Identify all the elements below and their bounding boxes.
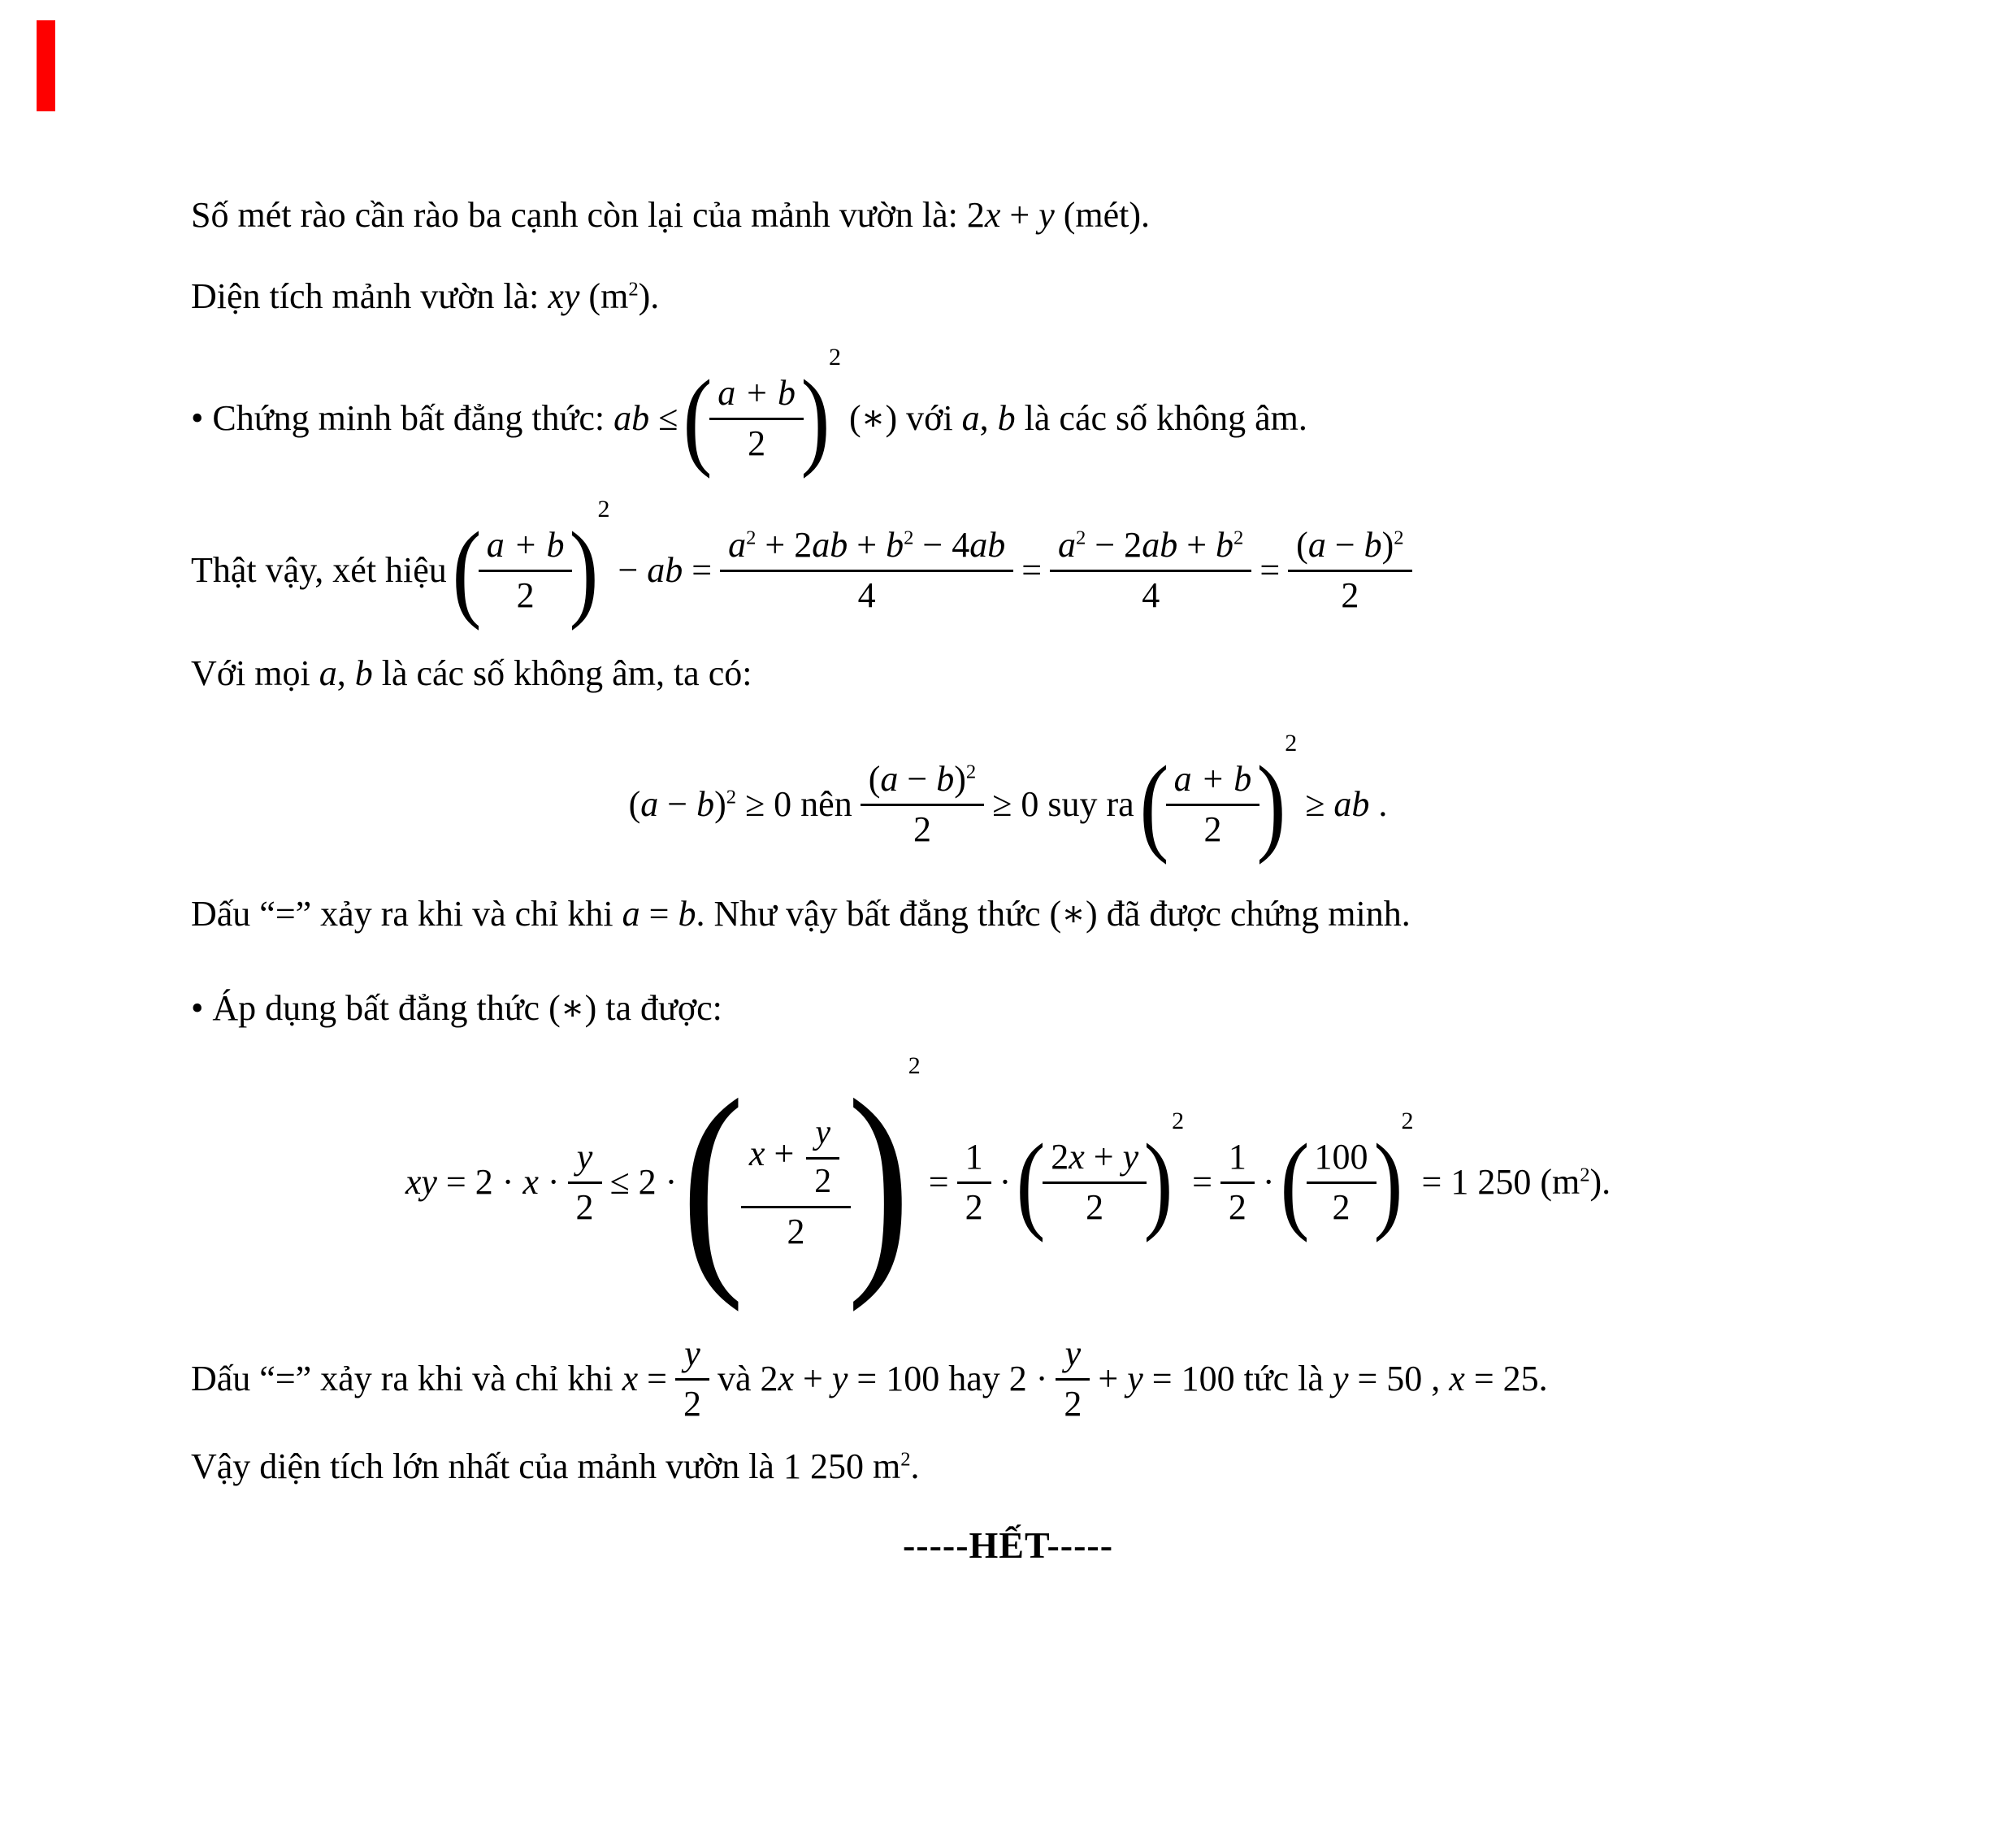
numerator <box>1043 1137 1147 1184</box>
numerator: a + b <box>1166 759 1260 806</box>
math-variable: xy <box>405 1161 437 1202</box>
line-garden-area <box>191 273 659 319</box>
fraction <box>709 373 804 465</box>
denominator: 2 <box>913 809 931 849</box>
text-segment <box>191 195 1150 235</box>
fraction <box>720 525 1013 617</box>
denominator: 2 <box>1086 1186 1104 1227</box>
squared-paren-fraction: ( $\frac{100}{2}$ ) $^2$ <box>1280 1107 1414 1243</box>
footer-het <box>0 1521 2016 1570</box>
numerator: y <box>568 1137 602 1184</box>
text-run: ≥ 0 nên <box>736 783 852 824</box>
math-variable: x <box>778 1358 795 1398</box>
text-segment <box>1305 784 1387 826</box>
text-run: − <box>658 783 697 824</box>
denominator: 2 <box>516 574 535 615</box>
superscript: 2 <box>726 786 737 809</box>
numerator <box>1288 525 1411 572</box>
text-run: · <box>999 1161 1012 1202</box>
text-segment <box>618 550 712 592</box>
line-conclusion <box>191 1443 920 1489</box>
text-segment <box>610 1162 678 1203</box>
line-expand-difference <box>191 497 1412 644</box>
math-variable: x <box>1449 1358 1465 1398</box>
text-run: = 100 hay 2 · <box>848 1358 1048 1398</box>
superscript: 2 <box>1233 527 1244 549</box>
text-run: , <box>336 653 355 693</box>
denominator: 2 <box>575 1186 594 1227</box>
numerator <box>720 525 1013 572</box>
right-paren: ) <box>1256 744 1286 865</box>
fraction <box>568 1137 602 1229</box>
text-run: (∗) với <box>848 397 962 438</box>
text-run: ) <box>1381 524 1394 565</box>
math-variable: ab <box>647 549 683 590</box>
text-segment <box>191 276 659 316</box>
text-run: Thật vậy, xét hiệu <box>191 549 447 590</box>
line-prove-inequality <box>191 343 1307 488</box>
denominator: 4 <box>857 574 876 615</box>
text-run: • Áp dụng bất đẳng thức (∗) ta được: <box>191 988 722 1028</box>
math-variable: ab <box>1142 524 1178 565</box>
text-run: − 2 <box>1086 524 1142 565</box>
fraction <box>675 1333 709 1425</box>
superscript: 2 <box>628 278 639 301</box>
superscript: 2 <box>1394 527 1404 549</box>
text-segment <box>992 784 1134 826</box>
text-run: ( <box>868 758 881 799</box>
right-paren: ) <box>1143 1121 1173 1243</box>
denominator: 2 <box>1203 809 1222 849</box>
equation-inequality-chain <box>0 729 2016 874</box>
math-variable: b <box>886 524 904 565</box>
text-run: (mét). <box>1054 195 1151 235</box>
denominator: 2 <box>683 1383 701 1424</box>
text-segment <box>1263 1162 1275 1203</box>
text-segment <box>191 653 752 693</box>
math-variable: a <box>880 758 899 799</box>
text-segment <box>718 1359 1047 1400</box>
math-variable: y <box>831 1358 848 1398</box>
text-run: , <box>979 397 998 438</box>
text-segment <box>191 1446 920 1486</box>
text-run: + <box>1000 195 1039 235</box>
math-variable: y <box>1332 1358 1349 1398</box>
fraction <box>741 1112 851 1252</box>
math-variable: y <box>1038 195 1055 235</box>
text-run: − 4 <box>913 524 970 565</box>
right-paren: ) <box>800 358 830 479</box>
text-segment <box>849 398 1307 440</box>
text-segment <box>1422 1162 1611 1203</box>
text-run: + <box>1084 1136 1123 1177</box>
math-variable: x <box>622 1358 639 1398</box>
left-paren: ( <box>683 358 713 479</box>
numerator <box>1050 525 1251 572</box>
numerator: 1 <box>1220 1137 1255 1184</box>
numerator: a + b <box>479 525 573 572</box>
text-run: + 2 <box>756 524 813 565</box>
numerator: y <box>806 1114 839 1160</box>
superscript: 2 <box>965 761 977 783</box>
left-paren: ( <box>452 509 482 631</box>
equation-area-bound <box>0 1052 2016 1312</box>
line-apply-inequality <box>191 985 722 1031</box>
math-variable: ab <box>1333 783 1370 824</box>
text-run: ≤ 2 · <box>609 1161 678 1202</box>
math-variable: a <box>319 653 337 693</box>
text-run: ). <box>638 276 660 316</box>
math-variable: b <box>1216 524 1234 565</box>
fraction <box>479 525 573 617</box>
math-variable: a <box>728 524 747 565</box>
text-run: · <box>538 1161 560 1202</box>
numerator: 1 <box>957 1137 991 1184</box>
text-run: (m <box>579 276 629 316</box>
text-segment <box>999 1162 1012 1203</box>
text-run: và 2 <box>717 1358 778 1398</box>
math-variable: b <box>997 397 1016 438</box>
text-run: ≥ 0 suy ra <box>992 783 1134 824</box>
right-paren: ) <box>847 1051 911 1312</box>
nested-fraction <box>806 1114 839 1200</box>
text-run: là các số không âm, ta có: <box>372 653 752 693</box>
text-run: − <box>898 758 937 799</box>
denominator: 4 <box>1142 574 1160 615</box>
text-run: ≤ <box>649 397 679 438</box>
text-run: + <box>848 524 887 565</box>
text-segment <box>191 894 1411 934</box>
text-segment <box>191 988 722 1028</box>
line-for-all-ab <box>191 650 752 696</box>
text-run: . <box>1369 783 1388 824</box>
left-paren: ( <box>682 1051 745 1312</box>
denominator: 2 <box>1341 574 1359 615</box>
text-run: = <box>638 1358 667 1398</box>
fraction <box>1043 1137 1147 1229</box>
denominator: 2 <box>1064 1383 1082 1424</box>
math-variable: a <box>1307 524 1326 565</box>
text-run: Vậy diện tích lớn nhất của mảnh vườn là 1 250 m <box>191 1446 901 1486</box>
fraction <box>1056 1333 1090 1425</box>
text-run: ) <box>714 783 726 824</box>
text-run: ( <box>1296 524 1308 565</box>
text-run: = <box>1259 549 1281 590</box>
text-run: ). <box>1589 1161 1611 1202</box>
text-run: 2 <box>1051 1136 1069 1177</box>
fraction <box>1220 1137 1255 1229</box>
line-fence-length <box>191 192 1150 238</box>
math-variable: x <box>522 1161 539 1202</box>
text-segment <box>191 1359 667 1400</box>
text-segment <box>191 550 447 592</box>
text-segment <box>929 1162 949 1203</box>
numerator <box>741 1112 851 1208</box>
text-segment <box>1021 550 1042 592</box>
math-variable: b <box>696 783 715 824</box>
math-variable: ab <box>613 397 650 438</box>
text-run: = <box>683 549 713 590</box>
superscript: 2 <box>904 527 914 549</box>
text-run: = 2 · <box>436 1161 523 1202</box>
text-run: = <box>928 1161 949 1202</box>
left-paren: ( <box>1280 1121 1310 1243</box>
text-segment <box>191 398 678 440</box>
text-run: = <box>1192 1161 1212 1202</box>
text-run: + <box>1177 524 1216 565</box>
text-run: • Chứng minh bất đẳng thức: <box>191 397 614 438</box>
math-variable: b <box>678 894 696 934</box>
right-paren: ) <box>569 509 599 631</box>
denominator: 2 <box>787 1211 805 1251</box>
denominator: 2 <box>814 1162 832 1200</box>
text-run: = <box>639 894 679 934</box>
numerator: y <box>1056 1333 1090 1381</box>
text-segment <box>1192 1162 1212 1203</box>
math-variable: a <box>622 894 640 934</box>
red-corner-mark <box>37 20 55 111</box>
fraction <box>957 1137 991 1229</box>
squared-paren-fraction: ( $\frac{a + b}{2}$ ) $^2$ <box>1139 729 1298 865</box>
numerator <box>861 759 984 806</box>
line-equality-condition-ab <box>191 891 1411 937</box>
numerator: y <box>675 1333 709 1381</box>
text-run: Với mọi <box>191 653 319 693</box>
text-run: ( <box>628 783 641 824</box>
superscript: 2 <box>1076 527 1086 549</box>
text-run: là các số không âm. <box>1015 397 1307 438</box>
superscript: 2 <box>900 1448 911 1471</box>
big-squared-paren-fraction: ( x + $\frac{y}{2}$ 2 ) $^2$ <box>682 1051 921 1312</box>
math-variable: y <box>1122 1136 1139 1177</box>
math-variable: x <box>1069 1136 1085 1177</box>
numerator: 100 <box>1307 1137 1377 1184</box>
text-run: Diện tích mảnh vườn là: <box>191 276 548 316</box>
text-run: . <box>910 1446 920 1486</box>
text-run: Số mét rào cần rào ba cạnh còn lại của mảnh vườn là: 2 <box>191 195 985 235</box>
left-paren: ( <box>1139 744 1169 865</box>
text-run: = 1 250 (m <box>1421 1161 1580 1202</box>
math-variable: a <box>1058 524 1077 565</box>
text-run: = 50 , <box>1348 1358 1450 1398</box>
fraction <box>1166 759 1260 851</box>
math-variable: ab <box>812 524 848 565</box>
math-variable: b <box>936 758 955 799</box>
fraction <box>1288 525 1411 617</box>
math-variable: b <box>354 653 373 693</box>
text-segment <box>1098 1359 1547 1400</box>
text-segment <box>405 1162 560 1203</box>
text-run: + <box>765 1133 804 1173</box>
left-paren: ( <box>1016 1121 1046 1243</box>
denominator: 2 <box>965 1186 983 1227</box>
math-variable: xy <box>548 276 580 316</box>
text-run: ) <box>954 758 966 799</box>
text-run: − <box>1325 524 1364 565</box>
text-segment <box>629 784 852 826</box>
math-variable: x <box>984 195 1001 235</box>
squared-paren-fraction: ( $\frac{2x + y}{2}$ ) $^2$ <box>1016 1107 1185 1243</box>
denominator: 2 <box>1228 1186 1246 1227</box>
text-run: · <box>1262 1161 1275 1202</box>
math-variable: a <box>640 783 659 824</box>
superscript: 2 <box>746 527 757 549</box>
text-run: = 25. <box>1464 1358 1548 1398</box>
fraction <box>1307 1137 1377 1229</box>
end-marker: -----HẾT----- <box>902 1524 1114 1566</box>
text-run: = <box>1021 549 1043 590</box>
math-variable: ab <box>969 524 1006 565</box>
superscript: 2 <box>1580 1164 1590 1186</box>
text-run: = 100 tức là <box>1142 1358 1333 1398</box>
math-variable: b <box>1364 524 1382 565</box>
text-run: + <box>1098 1358 1128 1398</box>
text-segment <box>749 1134 803 1173</box>
text-run: + <box>794 1358 832 1398</box>
fraction <box>861 759 984 851</box>
math-variable: x <box>748 1133 765 1173</box>
numerator: a + b <box>709 373 804 420</box>
denominator: 2 <box>1332 1186 1351 1227</box>
math-variable: a <box>961 397 980 438</box>
text-segment <box>1259 550 1280 592</box>
denominator: 2 <box>748 423 766 463</box>
text-run: Dấu “=” xảy ra khi và chỉ khi <box>191 894 622 934</box>
text-run: Dấu “=” xảy ra khi và chỉ khi <box>191 1358 622 1398</box>
squared-paren-fraction: ( $\frac{a + b}{2}$ ) $^2$ <box>683 343 841 479</box>
right-paren: ) <box>1373 1121 1403 1243</box>
fraction <box>1050 525 1251 617</box>
text-run: . Như vậy bất đẳng thức (∗) đã được chứng minh. <box>696 894 1411 934</box>
text-run: ≥ <box>1305 783 1334 824</box>
text-run: − <box>618 549 648 590</box>
squared-paren-fraction: ( $\frac{a + b}{2}$ ) $^2$ <box>452 495 610 631</box>
math-variable: y <box>1127 1358 1143 1398</box>
line-equality-values <box>191 1318 1548 1440</box>
